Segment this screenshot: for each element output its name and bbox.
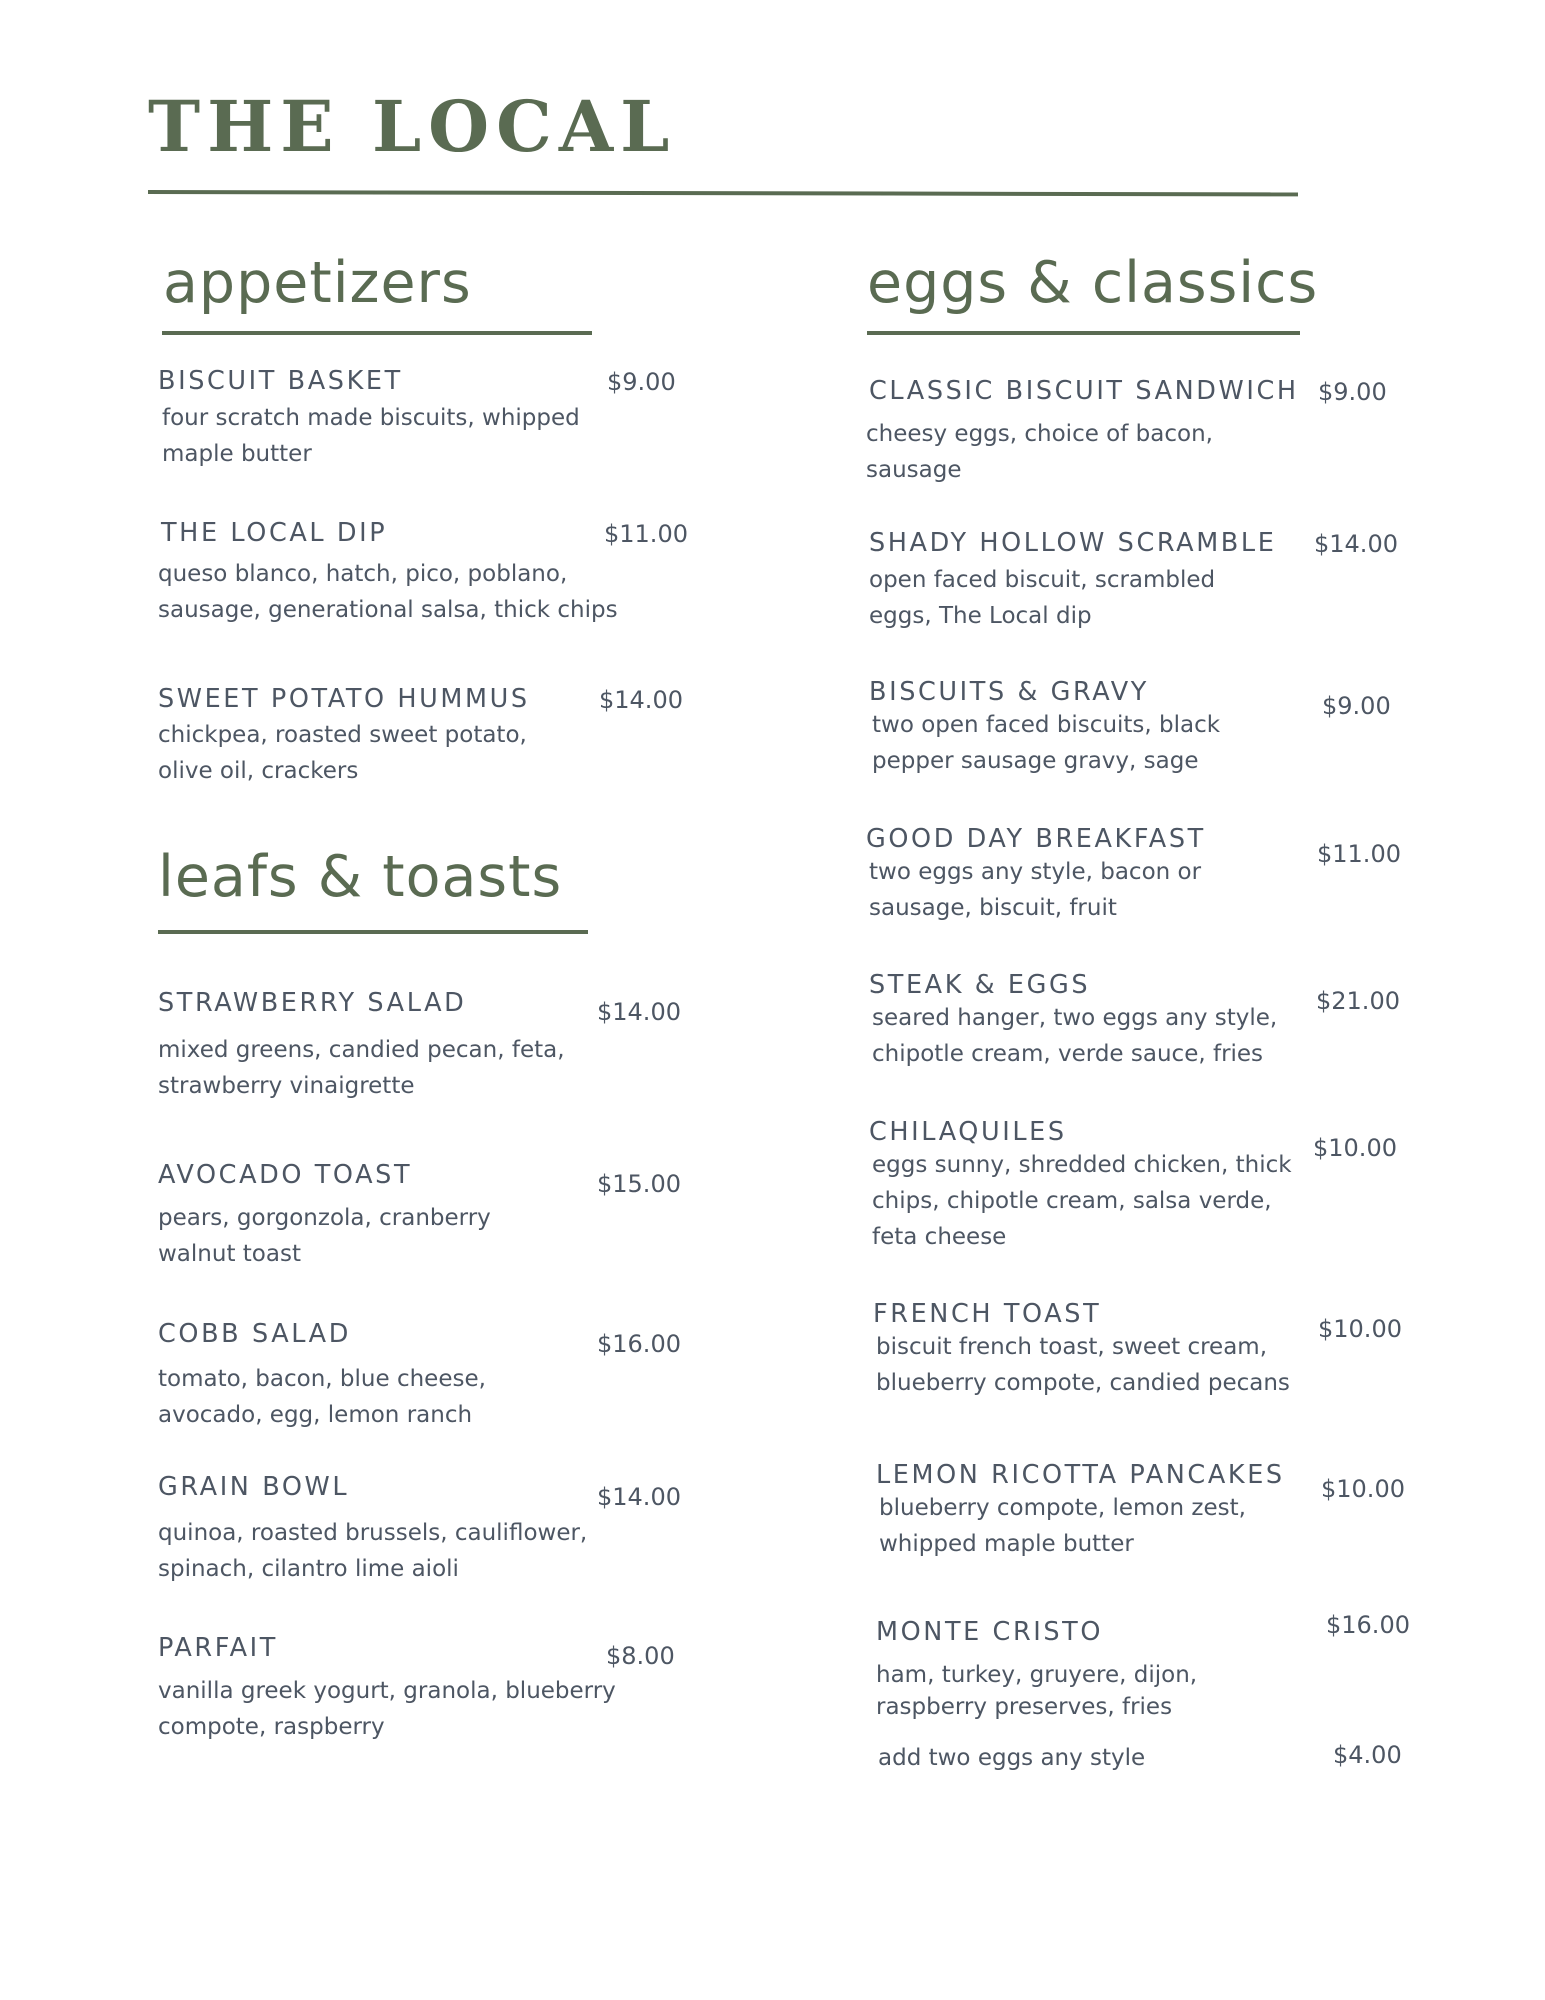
item-price: $9.00 (1322, 692, 1391, 720)
item-price: $21.00 (1316, 987, 1400, 1015)
item-price: $10.00 (1313, 1134, 1397, 1162)
item-description: blueberry compote, candied pecans (876, 1370, 1290, 1396)
addon-price: $4.00 (1333, 1741, 1402, 1769)
item-name: CHILAQUILES (869, 1117, 1067, 1147)
item-name: SHADY HOLLOW SCRAMBLE (869, 528, 1277, 558)
section-title-appetizers: appetizers (163, 250, 472, 316)
item-price: $16.00 (1326, 1611, 1410, 1639)
item-description: two open faced biscuits, black (872, 712, 1221, 738)
item-price: $9.00 (1318, 378, 1387, 406)
item-name: LEMON RICOTTA PANCAKES (876, 1460, 1285, 1490)
item-name: STEAK & EGGS (869, 970, 1091, 1000)
menu-item-steak-eggs (869, 970, 1277, 1072)
item-name: PARFAIT (158, 1633, 278, 1663)
menu-item-avocado-toast (158, 1160, 491, 1272)
item-description: pears, gorgonzola, cranberry (158, 1205, 491, 1231)
menu-item-sweet-potato-hummus (158, 684, 530, 789)
item-price: $15.00 (597, 1170, 681, 1198)
item-description: chipotle cream, verde sauce, fries (872, 1041, 1264, 1067)
menu-item-good-day-breakfast (866, 824, 1206, 926)
menu-item-cobb-salad (158, 1319, 486, 1433)
item-description: walnut toast (158, 1241, 301, 1267)
item-description: sausage, generational salsa, thick chips (158, 597, 618, 623)
menu-item-chilaquiles (869, 1117, 1292, 1255)
item-description: pepper sausage gravy, sage (872, 748, 1199, 774)
item-description: quinoa, roasted brussels, cauliflower, (158, 1520, 588, 1546)
menu-item-biscuits-gravy (869, 677, 1220, 779)
item-description: tomato, bacon, blue cheese, (158, 1366, 486, 1392)
item-name: COBB SALAD (158, 1319, 351, 1349)
restaurant-title: THE LOCAL (148, 85, 677, 168)
item-description: blueberry compote, lemon zest, (879, 1495, 1246, 1521)
item-description: chips, chipotle cream, salsa verde, (872, 1188, 1272, 1214)
item-price: $8.00 (606, 1642, 675, 1670)
item-description: eggs, The Local dip (869, 603, 1092, 629)
menu-item-classic-biscuit-sandwich (866, 376, 1299, 488)
section-title-leafs-toasts: leafs & toasts (158, 844, 563, 910)
item-description: olive oil, crackers (158, 758, 359, 784)
item-name: THE LOCAL DIP (161, 518, 388, 548)
item-description: cheesy eggs, choice of bacon, (866, 421, 1213, 447)
item-description: seared hanger, two eggs any style, (872, 1005, 1278, 1031)
section-title-eggs-classics: eggs & classics (867, 250, 1319, 316)
menu-item-shady-hollow-scramble (869, 528, 1276, 634)
leafs-toasts-divider (158, 930, 588, 934)
item-description: strawberry vinaigrette (158, 1073, 415, 1099)
item-description: feta cheese (872, 1224, 1007, 1250)
item-name: MONTE CRISTO (876, 1617, 1104, 1647)
menu-item-biscuit-basket (158, 366, 580, 472)
item-description: mixed greens, candied pecan, feta, (158, 1037, 565, 1063)
item-price: $16.00 (597, 1330, 681, 1358)
menu-item-french-toast (873, 1299, 1290, 1401)
item-price: $14.00 (1314, 530, 1398, 558)
item-description: sausage (866, 457, 962, 483)
item-price: $11.00 (1317, 840, 1401, 868)
item-description: biscuit french toast, sweet cream, (876, 1334, 1268, 1360)
item-name: AVOCADO TOAST (158, 1160, 413, 1190)
item-name: GOOD DAY BREAKFAST (866, 824, 1206, 854)
menu-item-monte-cristo (876, 1617, 1197, 1723)
item-description: avocado, egg, lemon ranch (158, 1402, 473, 1428)
item-description: spinach, cilantro lime aioli (158, 1556, 459, 1582)
menu-item-grain-bowl (158, 1472, 587, 1587)
item-name: STRAWBERRY SALAD (158, 988, 467, 1018)
item-name: BISCUIT BASKET (158, 366, 403, 396)
item-description: four scratch made biscuits, whipped (162, 405, 580, 431)
menu-item-lemon-ricotta-pancakes (876, 1460, 1285, 1562)
item-name: GRAIN BOWL (158, 1472, 350, 1502)
item-description: ham, turkey, gruyere, dijon, (876, 1662, 1198, 1688)
item-name: BISCUITS & GRAVY (869, 677, 1149, 707)
item-price: $14.00 (597, 998, 681, 1026)
item-description: raspberry preserves, fries (876, 1694, 1173, 1720)
item-name: SWEET POTATO HUMMUS (158, 684, 530, 714)
item-name: CLASSIC BISCUIT SANDWICH (869, 376, 1299, 406)
item-description: queso blanco, hatch, pico, poblano, (158, 561, 568, 587)
item-description: sausage, biscuit, fruit (869, 895, 1117, 921)
item-price: $14.00 (597, 1483, 681, 1511)
addon-label: add two eggs any style (878, 1745, 1146, 1771)
item-description: eggs sunny, shredded chicken, thick (872, 1152, 1292, 1178)
item-description: two eggs any style, bacon or (869, 859, 1202, 885)
item-price: $11.00 (604, 520, 688, 548)
eggs-classics-divider (867, 331, 1300, 335)
item-price: $14.00 (599, 686, 683, 714)
item-name: FRENCH TOAST (873, 1299, 1102, 1329)
item-description: open faced biscuit, scrambled (869, 567, 1216, 593)
item-description: whipped maple butter (879, 1531, 1134, 1557)
title-divider (148, 190, 1298, 196)
menu-item-local-dip (158, 518, 618, 628)
appetizers-divider (162, 331, 592, 335)
menu-item-strawberry-salad (158, 988, 565, 1104)
item-price: $10.00 (1321, 1475, 1405, 1503)
item-description: maple butter (162, 441, 312, 467)
item-description: compote, raspberry (158, 1714, 385, 1740)
menu-item-parfait (158, 1633, 616, 1745)
item-description: chickpea, roasted sweet potato, (158, 722, 527, 748)
item-price: $10.00 (1318, 1315, 1402, 1343)
item-description: vanilla greek yogurt, granola, blueberry (158, 1678, 616, 1704)
item-price: $9.00 (607, 368, 676, 396)
